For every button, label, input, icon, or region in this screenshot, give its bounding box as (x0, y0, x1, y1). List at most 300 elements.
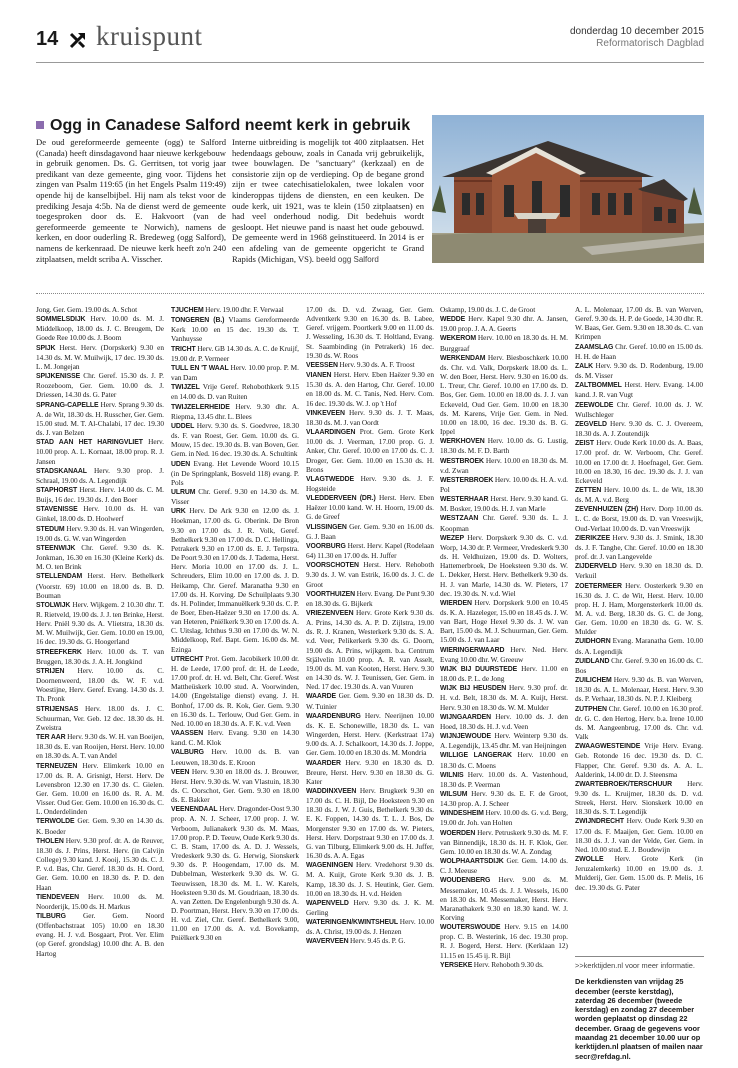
listing-services: Chr. Geref. 9.30 en 16.00 ds. C. Bos (575, 655, 703, 675)
listing-place: WOUTERSWOUDE (440, 924, 501, 932)
listing-place: ZWOLLE (575, 856, 604, 864)
listing-entry (306, 408, 434, 427)
listing-entry (440, 750, 568, 769)
listing-place: STOLWIJK (36, 601, 71, 609)
listing-services: Herv. 11.00 en 18.00 ds. P. L. de Jong (440, 663, 568, 684)
listing-place: ZEIST (575, 440, 595, 448)
listing-entry (171, 654, 299, 728)
listing-entry (306, 560, 434, 588)
listing-entry (36, 761, 164, 817)
listing-services: Jong. Ger. Gem. 19.00 ds. A. Schot (36, 305, 138, 314)
accent-square-icon (36, 121, 44, 129)
listing-entry (306, 305, 434, 360)
listings-column-5 (575, 305, 703, 1060)
listing-entry (36, 666, 164, 704)
listing-entry (36, 892, 164, 911)
listing-place: ZIERIKZEE (575, 534, 611, 542)
listing-entry (575, 342, 703, 361)
listing-place: WILSUM (440, 790, 468, 798)
listing-entry (575, 361, 703, 380)
listing-place: ULRUM (171, 488, 196, 496)
listing-place: VALBURG (171, 749, 204, 757)
listing-services: Herv. 9.30 ds. D. Rodenburg, 19.00 ds. M. Visser (575, 360, 703, 381)
listing-place: VRIEZENVEEN (306, 610, 354, 617)
listing-entry (171, 728, 299, 747)
listing-entry (440, 808, 568, 827)
listing-entry (306, 589, 434, 608)
listing-place: VLAARDINGEN (306, 429, 356, 437)
listing-services: Herv. 10.00 ds. T. van Bruggen, 18.30 ds. J. A. H. Jongkind (36, 646, 164, 666)
listing-entry (171, 421, 299, 459)
listing-services: Herv. 10.00 ds. L. de Wit, 18.30 ds. M. A. v.d. Berg (575, 484, 703, 505)
article-column-1: De oud gereformeerde gemeente (ogg) te Salford (Canada) heeft dinsdagavond haar nieuwe kerkgebouw in gebruik genomen. Ds. G. Gerritsen, tot vorig jaar predikant van deze gemeente, ging voor. Tijdens het zingen van Psalm 119:65 (in het Engels Psalm 119:49) opende hij de kanselbijbel. Hij nam als tekst voor de prediking Jesaja 4:5b. Na de dienst werd de gemeente toegesproken door ds. E. Hakvoort (van de gereformeerde gemeente te Norwich), namens de kerken, en door ouderling R. Bredeweg (ogg Salford), namens de kerkenraad. De nieuwe kerk heeft zo'n 240 zitplaatsen, meldt scriba A. Visscher. (36, 137, 226, 264)
listing-services: Herv. 9.30 ds. S. Goedvree, 18.30 ds. F. van Roest, Ger. Gem. 10.00 ds. G. Mouw, 15 dec. 19.30 ds. B. van Boven, Ger. Gem. in Ned. 16 dec. 19.30 ds. A. Schultink (171, 420, 299, 459)
listing-services: Herv. 10.00 ds. G. Lustig, 18.30 ds. M. F. D. Barth (440, 436, 568, 456)
listing-entry (440, 598, 568, 645)
listing-entry (36, 504, 164, 523)
photo-credit: beeld ogg Salford (316, 254, 379, 264)
listing-place: VLAGTWEDDE (306, 475, 354, 483)
listing-entry (440, 475, 568, 494)
listing-entry (575, 485, 703, 504)
listing-entry (36, 466, 164, 485)
listing-entry (575, 816, 703, 854)
listing-services: Herv. 10.00 ds. G. v.d. Berg, 19.00 dr. Joh. van Holten (440, 808, 568, 828)
listing-place: ZALK (575, 362, 593, 370)
listing-entry (171, 382, 299, 401)
listing-entry (575, 675, 703, 703)
listing-place: STRIJENSAS (36, 705, 79, 713)
listing-services: Herv. 9.00 ds. M. Messemaker, 10.45 ds. J. J. Wessels, 16.00 en 18.30 ds. M. Messemaker, Herst. Herv. Maranathakerk 9.30 en 18.30 kand. W. J. Korving (440, 875, 568, 922)
listing-entry (440, 712, 568, 731)
listing-place: TIENDEVEEN (36, 893, 80, 901)
listing-services: Herv. 9.30 en 18.30 ds. D. Breure, Herst. Herv. 9.30 en 18.30 ds. G. Kater (306, 757, 434, 786)
listing-place: ZAAMSLAG (575, 343, 614, 351)
listing-place: WERKHOVEN (440, 438, 485, 446)
listing-services: Herv. Dragonder-Oost 9.30 prop. A. N. J. Scheer, 17.00 prop. J. W. Verboom, Julianakerk 9.30 ds. M. Maas, 17.00 prop. P. D. Teeuw, Oude Kerk 9.30 ds. C. B. Stam, 17.00 ds. A. D. J. Wessels, Vredeskerk 9.30 ds. G. Herwig, Sionskerk 9.30 ds. P. Hoogendam, 17.00 ds. M. Dubbelman, Westerkerk 9.30 ds. W. G. Teeuwissen, 18.30 ds. M. L. W. Karels, Hoeksteen 9.30 ds. M. Goudriaan, 18.30 ds. A. van Zetten. De Engelenburgh 9.30 ds. A. D. Poortman, Herst. Herv. 9.30 en 17.00 ds. H. v.d. Ziel, Chr. Geref. Bethelkerk 9.00, 11.00 en 17.00 ds. A. v.d. Bovekamp, Pniëlkerk 9.30 en (171, 804, 299, 943)
listing-place: WIERDEN (440, 599, 472, 607)
listing-place: ZUIDHORN (575, 638, 611, 646)
listing-services: Herv. Evang. De Punt 9.30 en 18.30 ds. G. Bijkerk (306, 588, 434, 608)
listings-column-4 (440, 305, 568, 1060)
listing-services: A. L. Molenaar, 17.00 ds. B. van Werven, Geref. 9.30 ds. H. P. de Goede, 14.30 dhr. R. W. Baas, Ger. Gem. 9.30 en 18.30 ds. C. van Krimpen (575, 305, 703, 342)
listing-services: Herv. 10.00 ds. H. van Ginkel, 18.00 ds. D. Hoolwerf (36, 504, 164, 524)
listing-entry (171, 315, 299, 343)
listing-entry (440, 789, 568, 808)
listing-place: ZEVENHUIZEN (ZH) (575, 506, 639, 514)
listing-services: Ger. Gem. 9.30 en 14.30 ds. K. Boeder (36, 816, 164, 836)
listing-place: SOMMELSDIJK (36, 316, 86, 324)
listing-place: WERKENDAM (440, 354, 486, 362)
listing-entry (440, 513, 568, 532)
listing-services: Chr. Geref. 10.00 en 16.30 prof. dr. G. C. den Hertog, Herv. b.a. Irene 10.00 ds. M. Aangeenbrug, 17.00 ds. Chr. v.d. Valk (575, 703, 703, 742)
listing-entry (440, 856, 568, 875)
listing-place: STELLENDAM (36, 573, 83, 581)
listing-entry (575, 380, 703, 399)
listing-place: WIJNGAARDEN (440, 713, 491, 721)
listing-entry (575, 636, 703, 655)
listing-services: Herv. 9.45 ds. P. G. (350, 936, 406, 946)
listing-services: Prot. Gem. Jacobikerk 10.00 dr. H. de Leede, 17.00 prof. dr. H. de Leede, 17.00 prof. dr. H. vd. Belt, Chr. Geref. West Mattheüskerk 10.00 stud. A. Voorwinden, 14.00 (Engelstalige dienst) evang. J. H. Bonhof, 17.00 ds. R. Kok, Ger. Gem. 9.30 en 16.30 ds. L. Terlouw, Oud Ger. Gem. in Ned. 10.00 en 18.30 ds. A. F. K. v.d. Veen (171, 653, 299, 728)
listing-services: Herv. 9.30 ds. W. H. van Boeijen, 18.30 ds. E. van Rooijen, Herst. Herv. 10.00 en 18.30 ds. A. T. van Andel (36, 732, 164, 761)
listing-entry (306, 691, 434, 710)
listing-place: UDDEL (171, 422, 195, 430)
listing-services: Herv. 10.00 en 18.30 ds. M. v.d. Zwan (440, 455, 568, 475)
listing-entry (440, 770, 568, 789)
listing-services: Herv. 10.00 en 18.30 ds. H. M. Burggraaf (440, 333, 568, 353)
listing-services: Herv. 9.30 prof. dr. H. v.d. Belt, 18.30 ds. M. A. Kuijt, Herst. Herv. 9.30 en 18.30 ds. W. M. Mulder (440, 683, 568, 712)
listing-entry (36, 571, 164, 599)
listing-services: Vrije Herv. Evang. Geb. Rotonde 16 dec. 19.30 ds. D. C. Flapper, Chr. Geref. 9.30 ds. A. A. L. Aalderink, 14.00 dr. D. J. Steensma (575, 741, 703, 779)
listing-services: Herv. Oude Kerk 9.30 en 17.00 ds. F. Maaijen, Ger. Gem. 10.00 en 18.30 ds. J. J. van der Velde, Ger. Gem. in Ned. 10.00 stud. E. J. Boudewijn (575, 816, 703, 854)
listing-place: STRIJEN (36, 667, 65, 675)
listing-entry (36, 437, 164, 465)
listing-place: SPRANG-CAPELLE (36, 401, 99, 409)
listing-entry (171, 747, 299, 766)
listing-services: Herv. 9.30 ds. E. F. de Groot, 14.30 prop. A. J. Scheer (440, 788, 568, 809)
listing-services: Herv. Biesboschkerk 10.00 ds. Chr. v.d. Valk, Dorpskerk 18.00 ds. L. W. den Boer, Herst. Herv. 9.30 en 16.00 ds. L. Treur, Chr. Geref. 10.00 en 17.00 ds. D. Bos, Ger. Gem. 10.00 en 18.00 ds. J. J. van Eckeveld, Oud Ger. Gem. 10.00 en 18.30 ds. M. Karens, Vrije Ger. Gem. in Ned. 10.00 en 18.00, 16 dec. 19.30 ds. B. G. Ippel (440, 352, 568, 437)
section-divider (36, 293, 704, 294)
listing-place: VOORSCHOTEN (306, 562, 359, 570)
listing-entry (575, 504, 703, 532)
listing-place: SPIJKENISSE (36, 373, 81, 381)
listing-services: Herst. Herv. Bethelkerk (Voorstr. 69) 10.00 en 18.00 ds. B. D. Bouman (36, 571, 164, 600)
listing-place: TER AAR (36, 734, 66, 742)
listing-entry (306, 711, 434, 758)
listing-services: Herv. Petruskerk 9.30 ds. M. F. van Binnendijk, 18.30 ds. H. F. Klok, Ger. Gem. 10.00 en 18.30 ds. W. A. Zondag (440, 827, 568, 856)
listing-place: WOLPHAARTSDIJK (440, 858, 504, 866)
listing-entry (575, 419, 703, 438)
section-title: kruispunt (96, 21, 203, 51)
listing-services: Herv. Wijkgem. 2 10.30 dhr. T. R. Rietveld, 19.00 ds. J. J. ten Brinke, Herst. Herv. Pniël 9.30 ds. A. Vlietstra, 18.30 ds. M. W. Muilwijk, Ger. Gem. 10.00 en 19.00, 16 dec. 19.30 ds. G. Hoogerland (36, 599, 164, 647)
listing-services: Herst. Herv. 9.30 kand. G. M. Bosker, 19.00 ds. H. J. van Marle (440, 494, 568, 514)
article-headline (36, 117, 410, 135)
listing-entry (440, 922, 568, 960)
listing-entry (36, 816, 164, 835)
listing-services: Herv. Dorpskerk 9.30 ds. C. v.d. Worp, 14.30 dr. P. Vermeer, Vredeskerk 9.30 ds. H. Veldhuizen, 19.00 ds. D. Wolters, Hattemerbroek, De Hoeksteen 9.30 ds. W. L. Dekker, Herst. Herv. Bethelkerk 9.30 ds. H. J. van Marle, 14.30 ds. W. Pieters, 17 dec. 19.30 ds. N. v.d. Wiel (440, 532, 568, 598)
listing-place: WIJK BIJ HEUSDEN (440, 685, 507, 693)
listing-services: Herst. Herv. Eben Haëzer 9.30 en 15.30 ds. A. den Hartog, Chr. Geref. 10.00 en 18.00 ds. M. C. Tanis, Ned. Herv. Com. 16 dec. 19.30 ds. W. J. op 't Hof (306, 370, 434, 408)
listing-place: ZALTBOMMEL (575, 382, 622, 390)
newspaper-name: Reformatorisch Dagblad (596, 38, 704, 49)
listing-place: WOERDEN (440, 829, 476, 837)
listing-entry (306, 493, 434, 521)
listing-place: WINDESHEIM (440, 810, 484, 818)
listing-services: Ger. Gem. Noord (Offenbachstraat 105) 10.00 en 18.30 evang. H. J. v.d. Bosgaart, Prot. Ver. Elim (op Geref. grondslag) 10.00 dhr. A. B. den Hartog (36, 911, 164, 958)
listing-services: Herv. 9.30 ds. H. van Wingerden, 19.00 ds. G. W. van Wingerden (36, 523, 164, 543)
listing-place: VOORTHUIZEN (306, 590, 356, 598)
listing-entry (440, 305, 568, 314)
listing-services: Herst. Herv. (Dorpskerk) 9.30 en 14.30 ds. M. W. Muilwijk, 17 dec. 19.30 ds. L. M. Jongejan (36, 342, 164, 371)
listing-services: Herst. Herv. Eben Haëzer 10.00 kand. W. H. Hoorn, 19.00 ds. G. de Greef (306, 493, 434, 522)
listing-services: Herv. 10.00 ds. B. van Leeuwen, 18.30 ds. E. Kroon (171, 747, 299, 767)
listing-place: WEKEROM (440, 335, 477, 343)
listing-entry (575, 741, 703, 779)
listing-entry (306, 860, 434, 898)
listing-place: STEDUM (36, 525, 65, 533)
listing-place: VOORBURG (306, 542, 346, 550)
listing-entry (306, 474, 434, 493)
listing-entry (36, 543, 164, 571)
listing-services: Herv. Dorp 10.00 ds. L. C. de Borst, 19.00 ds. D. van Vreeswijk, Oud-Verlaat 10.00 ds. D. van Vreeswijk (575, 504, 703, 533)
church-photo (432, 115, 704, 263)
listing-services: Chr. Geref. 10.00 en 15.00 ds. H. H. de Haan (575, 341, 703, 361)
listing-entry (36, 305, 164, 314)
listing-entry (36, 400, 164, 438)
listing-entry (306, 522, 434, 541)
listing-place: URK (171, 508, 186, 516)
listing-services: Herv. 9.30 ds. C. J. Overeem, 18.30 ds. A. J. Zoutendijk (575, 418, 703, 439)
listing-place: UTRECHT (171, 655, 204, 663)
listing-entry (36, 647, 164, 666)
listing-services: Herv. 9.30 ds. A. F. Troost (339, 359, 415, 369)
listing-services: Herv. Ned. Herv. Evang 10.00 dhr. W. Greeuw (440, 644, 568, 664)
listing-place: STEENWIJK (36, 544, 76, 552)
listing-services: Herv. 10.00 ds. A. Christ, 19.00 ds. J. Henzen (306, 917, 434, 937)
listing-entry (171, 459, 299, 487)
listing-place: WILLIGE LANGERAK (440, 752, 512, 760)
listing-place: TWIJZELERHEIDE (171, 403, 230, 411)
article-column-2 (232, 137, 424, 264)
listing-place: VAASSEN (171, 730, 204, 738)
listing-entry (36, 911, 164, 958)
masthead (36, 22, 704, 63)
listing-place: WAARDENBURG (306, 712, 361, 720)
listing-services: Herst. Herv. Kapel (Rodelaan 64) 11.30 en 17.00 ds. H. Juffer (306, 540, 434, 561)
listing-place: ZWARTEBROEK/TERSCHUUR (575, 780, 673, 788)
listing-entry (575, 561, 703, 580)
listing-services: Herv. Rehoboth 9.30 ds. (473, 959, 544, 969)
listing-services: Herst. Herv. 14.00 ds. C. M. Buijs, 16 dec. 19.30 ds. J. den Boer (36, 484, 164, 505)
listing-services: Herv. 9.15 en 14.00 prop. C. B. Westerink, 16 dec. 19.30 prop. R. J. Bogerd, Herst. Herv. (Kerklaan 12) 11.15 en 15.45 ij. R. Bijl (440, 922, 568, 960)
listing-entry (306, 898, 434, 917)
listing-services: Herv. De Ark 9.30 en 12.00 ds. J. Hoekman, 17.00 ds. G. Oberink. De Bron 9.30 en 17.00 ds. J. R. Volk, Geref. Bethelkerk 9.30 en 17.00 ds. D. C. Hellinga, Petrakerk 9.30 en 17.00 ds. E. J. Terpstra. De Poort 9.30 en 17.00 ds. J. Tadema, Herst. Herv. Moria 10.00 en 17.00 ds. J. L. Schreuders, Elim 10.00 en 17.00 ds. J. D. Heikamp, Chr. Geref. Maranatha 9.30 en 17.00 ds. H. Korving. De Schuilplaats 9.30 ds. H. Polinder, Immanuëlkerk 9.30 ds. C. P. de Boer, Eben-Haëzer 9.30 en 17.00 ds. A. van Heteren, Pniëlkerk 9.30 en 17.00 ds. A. C. Uitslag, Ichthus 9.30 en 17.00 ds. W. N. Middelkoop, Ref. Bapt. Gem. 16.00 ds. M. Ezinga (171, 506, 299, 654)
listing-place: ZUIDLAND (575, 657, 610, 665)
listing-place: ZWAAGWESTEINDE (575, 743, 641, 751)
listing-services: Vrije Geref. Rehobothkerk 9.15 en 14.00 ds. D. van Ruiten (171, 382, 299, 402)
listing-services: Herv. 9.30 prof. dr. A. de Reuver, 18.30 ds. J. Prins, Herst. Herv. (in Calvijn College) 9.30 kand. J. Kooij, 15.30 ds. C. J. P. v.d. Bas, Chr. Geref. 18.30 ds. H. Oord, Ger. Gem. 10.00 en 18.30 ds. P. D. den Haan (36, 835, 164, 892)
listing-place: TJUCHEM (171, 307, 204, 314)
listing-place: TWIJZEL (171, 384, 200, 392)
listing-place: TILBURG (36, 913, 66, 920)
listing-entry (306, 917, 434, 936)
listing-entry (575, 305, 703, 342)
listing-services: Herv. 9.30 ds. J. F. Hogsteide (306, 473, 434, 493)
listing-entry (36, 314, 164, 342)
listing-services: Herv. 10.00 ds. M. Noorderijk, 15.00 ds. H. Markus (36, 891, 164, 911)
listing-entry (440, 314, 568, 333)
listing-place: WAPENVELD (306, 899, 349, 907)
listing-place: ZIJDERVELD (575, 563, 617, 571)
listing-entry (440, 960, 568, 970)
listing-place: ZETTEN (575, 486, 602, 494)
listing-services: Herv. 18.00 ds. J. C. Schuurman, Ver. Geb. 12 dec. 18.30 ds. H. Zweistra (36, 703, 164, 732)
listing-place: STAPHORST (36, 486, 78, 494)
listing-place: VIANEN (306, 372, 332, 380)
listings-column-2 (171, 305, 299, 1060)
listing-place: WIJNJEWOUDE (440, 733, 491, 741)
listing-entry (306, 786, 434, 860)
listing-entry (36, 343, 164, 371)
listing-services: Herv. Vredehorst 9.30 ds. M. A. Kuijt, Grote Kerk 9.30 ds. J. B. Kamp, 18.30 ds. J. S. Heutink, Ger. Gem. 10.00 en 18.30 ds. H. v.d. Heiden (306, 860, 434, 898)
listing-place: WATERINGEN/KWINTSHEUL (306, 919, 398, 927)
listing-services: Herv. Grote Kerk (in Jeruzalemkerk) 10.00 en 19.00 ds. J. Mulderij, Ger. Gem. 15.00 ds. P. Melis, 16 dec. 19.30 ds. G. Pater (575, 854, 703, 892)
listing-entry (36, 485, 164, 504)
issue-date: donderdag 10 december 2015 (570, 26, 704, 37)
listing-entry (36, 704, 164, 732)
listing-place: ZWIJNDRECHT (575, 818, 625, 826)
article-column-2-text: Interne uitbreiding is mogelijk tot 400 zitplaatsen. Het hedendaags gebouw, zoals in Canada vrij gebruikelijk, twee bouwlagen. De "sanctuary" (kerkzaal) en de consistorie zijn op de verdieping. Op de begane grond zijn er twee catechisatielokalen, twee lokalen voor kinderoppas tijdens de diensten, en een keuken. De oude kerk, uit 1921, was te klein (150 zitplaatsen) en had veel onderhoud nodig. Dit bedehuis wordt gesloopt. Het nieuwe pand is naast het oude gebouwd. De gemeente werd in 1968 geïnstitueerd. In 2014 is er een afdeling van de gemeente opgericht te Grand Rapids (Michigan, VS). (232, 137, 424, 264)
listing-services: Herv. Oude Kerk 10.00 ds. A. Baas, 17.00 prof. dr. W. Verboom, Chr. Geref. 10.00 en 17.00 dr. J. Hoefnagel, Ger. Gem. 10.00 en 18.30, 16 dec. 19.30 ds. J. J. van Eckeveld (575, 438, 703, 485)
listing-place: VLEDDERVEEN (DR.) (306, 495, 376, 503)
listing-place: STREEFKERK (36, 648, 82, 656)
listing-entry (575, 581, 703, 637)
listing-place: WAARDER (306, 759, 341, 767)
listing-entry (575, 854, 703, 892)
listing-place: STAVENISSE (36, 506, 78, 514)
listing-place: WADDINXVEEN (306, 787, 357, 795)
listing-place: SPIJK (36, 344, 56, 352)
listing-services: Herv. 9.30 ds. L. Kruijmer, 18.30 ds. D. v.d. Streek, Herst. Herv. Sionskerk 10.00 en 18.30 ds. S. T. Legendijk (575, 778, 703, 817)
listing-entry (306, 427, 434, 474)
listing-place: WESTERHAAR (440, 496, 489, 504)
edition-info (570, 26, 704, 50)
listing-place: WOUDENBERG (440, 877, 491, 885)
listing-entry (171, 506, 299, 654)
listing-place: WIERINGERWAARD (440, 646, 505, 654)
listing-place: WESTERBROEK (440, 476, 494, 484)
listing-entry (440, 875, 568, 922)
listing-entry (440, 436, 568, 455)
listing-services: Herv. 9.30 ds. B. van Werven, 18.30 ds. A. L. Molenaar, Herst. Herv. 9.30 ds. P. Verhaar, 18.30 ds. N. P. J. Kleiberg (575, 675, 703, 704)
listing-services: Evang. Maranatha Gem. 10.00 ds. A. Legendijk (575, 636, 703, 656)
listing-services: Herv. Weinterp 9.30 ds. A. Legendijk, 13.45 dhr. M. van Heijningen (440, 731, 568, 751)
listing-place: YERSEKE (440, 961, 473, 969)
crossroad-arrows-icon (68, 30, 88, 50)
listing-entry (440, 353, 568, 436)
listing-entry (36, 836, 164, 892)
listing-place: WAGENINGEN (306, 862, 353, 870)
listing-services: Herv. 9.30 en 18.30 ds. D. Verkuil (575, 561, 703, 581)
listing-services: 17.00 ds. D. v.d. Zwaag, Ger. Gem. Adventkerk 9.30 en 16.30 ds. B. Labee, Geref. vrijgem. Poortkerk 9.00 en 11.00 ds. J. Wesseling, 16.30 ds. T. Holtland, Evang. St. Saambinding (in Petrakerk) 16 dec. 19.30 ds. W. Roos (306, 305, 434, 360)
listing-place: VLISSINGEN (306, 523, 347, 531)
listing-services: Vlaams Gereformeerde Kerk 10.00 en 15 dec. 19.30 ds. T. Vanhuysse (171, 315, 299, 344)
listing-entry (575, 438, 703, 485)
listing-services: Ger. Gem. 9.30 en 16.00 ds. G. J. Baan (306, 521, 434, 541)
listing-entry (171, 344, 299, 363)
listing-entry (36, 371, 164, 399)
listing-place: VEENENDAAL (171, 806, 218, 814)
listing-entry (36, 524, 164, 543)
listing-services: Ger. Gem. 9.30 en 18.30 ds. D. W. Tuinier (306, 691, 434, 711)
listing-entry (306, 370, 434, 408)
listing-place: VINKEVEEN (306, 409, 345, 417)
listing-entry (306, 758, 434, 786)
listing-services: Herv. Sprang 9.30 ds. A. de Wit, 18.30 ds. H. Russcher, Ger. Gem. 15.00 stud. M. T. Al-Chalabi, 17 dec. 19.30 ds. J. van Belzen (36, 399, 164, 438)
listing-entry (306, 360, 434, 370)
listing-place: TONGEREN (B.) (171, 317, 225, 325)
listing-entry (440, 333, 568, 352)
listing-entry (171, 305, 299, 315)
listing-entry (575, 779, 703, 817)
listing-services: Oskamp, 19.00 ds. J. C. de Groot (440, 305, 536, 314)
listing-services: Herv. Kapel 9.30 dhr. A. Jansen, 19.00 prop. J. A. A. Geerts (440, 314, 568, 334)
listing-services: Herv. GB 14.30 ds. A. C. de Kruijf, 19.00 dr. P. Vermeer (171, 343, 299, 363)
listing-services: Herv. Evang. 9.30 en 14.30 kand. C. M. Klok (171, 728, 299, 748)
listing-services: Chr. Geref. 9.30 ds. K. Jonkman, 16.30 en 16.30 (Kleine Kerk) ds. M. O. ten Brink (36, 542, 164, 572)
listing-entry (306, 936, 434, 946)
listing-place: UDEN (171, 460, 191, 468)
listing-place: WILNIS (440, 771, 464, 779)
notice-box (575, 956, 704, 1061)
listing-entry (575, 533, 703, 561)
listing-place: WEZEP (440, 534, 465, 542)
christmas-notice: De kerkdiensten van vrijdag 25 december (eerste kerstdag), zaterdag 26 december (tweede kerstdag) en zondag 27 december worden geplaatst op dinsdag 22 december. Graag de gegevens voor maandag 21 december 10.00 uur op kerktijden.nl plaatsen of mailen naar secr@refdag.nl. (575, 977, 703, 1061)
listing-entry (440, 664, 568, 683)
listing-entry (36, 732, 164, 760)
listing-place: ZEEWOLDE (575, 401, 614, 409)
listing-services: Herv. 10.00 ds. J. den Hoed, 18.30 ds. H. J. v.d. Veen (440, 711, 568, 731)
listing-entry (440, 533, 568, 598)
listing-services: Herv. 10.00 prop. P. M. van Dam (171, 362, 299, 383)
listing-entry (440, 683, 568, 711)
headline-text: Ogg in Canadese Salford neemt kerk in gebruik (50, 117, 411, 134)
listing-services: Herst. Herv. Rehoboth 9.30 ds. J. W. van Estrik, 16.00 ds. J. C. de Groot (306, 560, 434, 589)
listing-services: Herv. 10.00 en 18.30 ds. C. Moens (440, 750, 568, 770)
listing-services: Herv. 19.00 dhr. F. Verwaal (205, 305, 284, 314)
listing-place: VEEN (171, 768, 190, 776)
listing-place: TULL EN 'T WAAL (171, 364, 229, 372)
listing-services: Chr. Geref. 15.30 ds. J. P. Roozeboom, Ger. Gem. 10.00 ds. J. Driessen, 14.30 ds. G. Pater (36, 371, 164, 400)
listing-place: STADSKANAAL (36, 467, 87, 475)
listing-place: ZUILICHEM (575, 677, 612, 685)
listing-services: Herst. Herv. Evang. 14.00 kand. J. R. van Vugt (575, 380, 703, 400)
listing-services: Herv. 10.00 ds. A. Vastenhoud, 18.30 ds. P. Veerman (440, 769, 568, 789)
listing-entry (171, 804, 299, 942)
listing-services: Herv. 9.30 ds. J. Smink, 18.30 ds. J. F. Tanghe, Chr. Geref. 10.00 en 18.30 prof. dr. J. van Langevelde (575, 532, 703, 562)
listings-column-3 (306, 305, 434, 1060)
listing-place: WAVERVEEN (306, 938, 349, 946)
listing-services: Herv. 9.30 prop. J. Schraal, 19.00 ds. A. Legendijk (36, 465, 164, 485)
listing-place: TRICHT (171, 345, 196, 353)
listing-entry (36, 600, 164, 647)
listing-services: Chr. Geref. 9.30 en 14.30 ds. M. Visser (171, 486, 299, 507)
listing-services: Prot. Gem. Grote Kerk 10.00 ds. J. Veerman, 17.00 prop. G. J. Anker, Chr. Geref. 10.00 en 17.00 ds. C. J. Droger, Ger. Gem. 10.00 en 15.30 ds. H. Brons (306, 427, 434, 474)
listing-entry (440, 731, 568, 750)
listing-services: Herv. 9.30 ds. J. T. Maas, 18.30 ds. M. J. van Oordt (306, 407, 434, 427)
listing-services: Herv. 9.30 dhr. A. Riepma, 13.45 dhr. L. Blees (171, 401, 299, 421)
listing-services: Herv. 10.00 prop. A. L. Kornaat, 18.00 prop. R. J. Jansen (36, 437, 164, 466)
listing-place: WAARDE (306, 693, 337, 701)
listing-entry (575, 656, 703, 675)
listing-services: Herv. Neerijnen 10.00 ds. K. E. Schonewille, 18.30 ds. L. van Wingerden, Herst. Herv. (Kerkstraat 17a) 9.00 ds. A. J. Schalkoort, 14.30 ds. J. Joppe, Ger. Gem. 10.00 en 18.30 ds. M. Mondria (306, 710, 434, 758)
listing-place: WESTZAAN (440, 515, 479, 523)
listing-services: Herv. 9.30 en 18.00 ds. J. Brouwer, Herst. Herv. 9.30 ds. W. van Vlastuin, 18.30 ds. C. Oorschot, Ger. Gem. 9.30 en 18.00 ds. E. Bakker (171, 766, 299, 805)
listing-entry (575, 400, 703, 419)
listing-entry (171, 487, 299, 506)
listing-place: STAD AAN HET HARINGVLIET (36, 439, 143, 447)
listing-services: Herv. Elimkerk 10.00 en 17.00 ds. R. A. Grisnigt, Herst. Herv. De Levensbron 12.30 en 17.30 ds. C. Gielen. Ger. Gem. 10.00 en 16.00 ds. R. A. M. Visser. Oud Ger. Gem. 10.00 en 16.30 ds. C. L. Onderdelinden (36, 760, 164, 817)
listing-entry (171, 402, 299, 421)
listing-entry (171, 767, 299, 805)
listing-entry (575, 704, 703, 742)
listing-services: Herv. Grote Kerk 9.30 ds. A. Prins, 14.30 ds. A. P. D. Zijlstra, 19.00 ds. R. J. Kranen, Westerkerk 9.30 ds. S. A. v.d. Veer, Pelikerkerk 9.30 ds. G. Doorn, 19.00 ds. A. Prins, wijkgem. b.a. Centrum Stjälvelin 10.00 prop. A. R. van Asselt, 19.00 ds. M. van Kooten, Herst. Herv. 9.30 en 14.30 ds. W. J. Teunissen, Ger. Gem. in Ned. 17 dec. 19.30 ds. A. van Vuuren (306, 608, 434, 692)
listing-services: Chr. Geref. 9.30 ds. L. J. Koopman (440, 513, 568, 533)
listing-place: TERNEUZEN (36, 762, 78, 770)
listing-services: Herv. 10.00 ds. H. A. v.d. Pol (440, 474, 568, 494)
listing-entry (171, 363, 299, 382)
listing-services: Ger. Gem. 14.00 ds. C. J. Meeuse (440, 856, 568, 876)
